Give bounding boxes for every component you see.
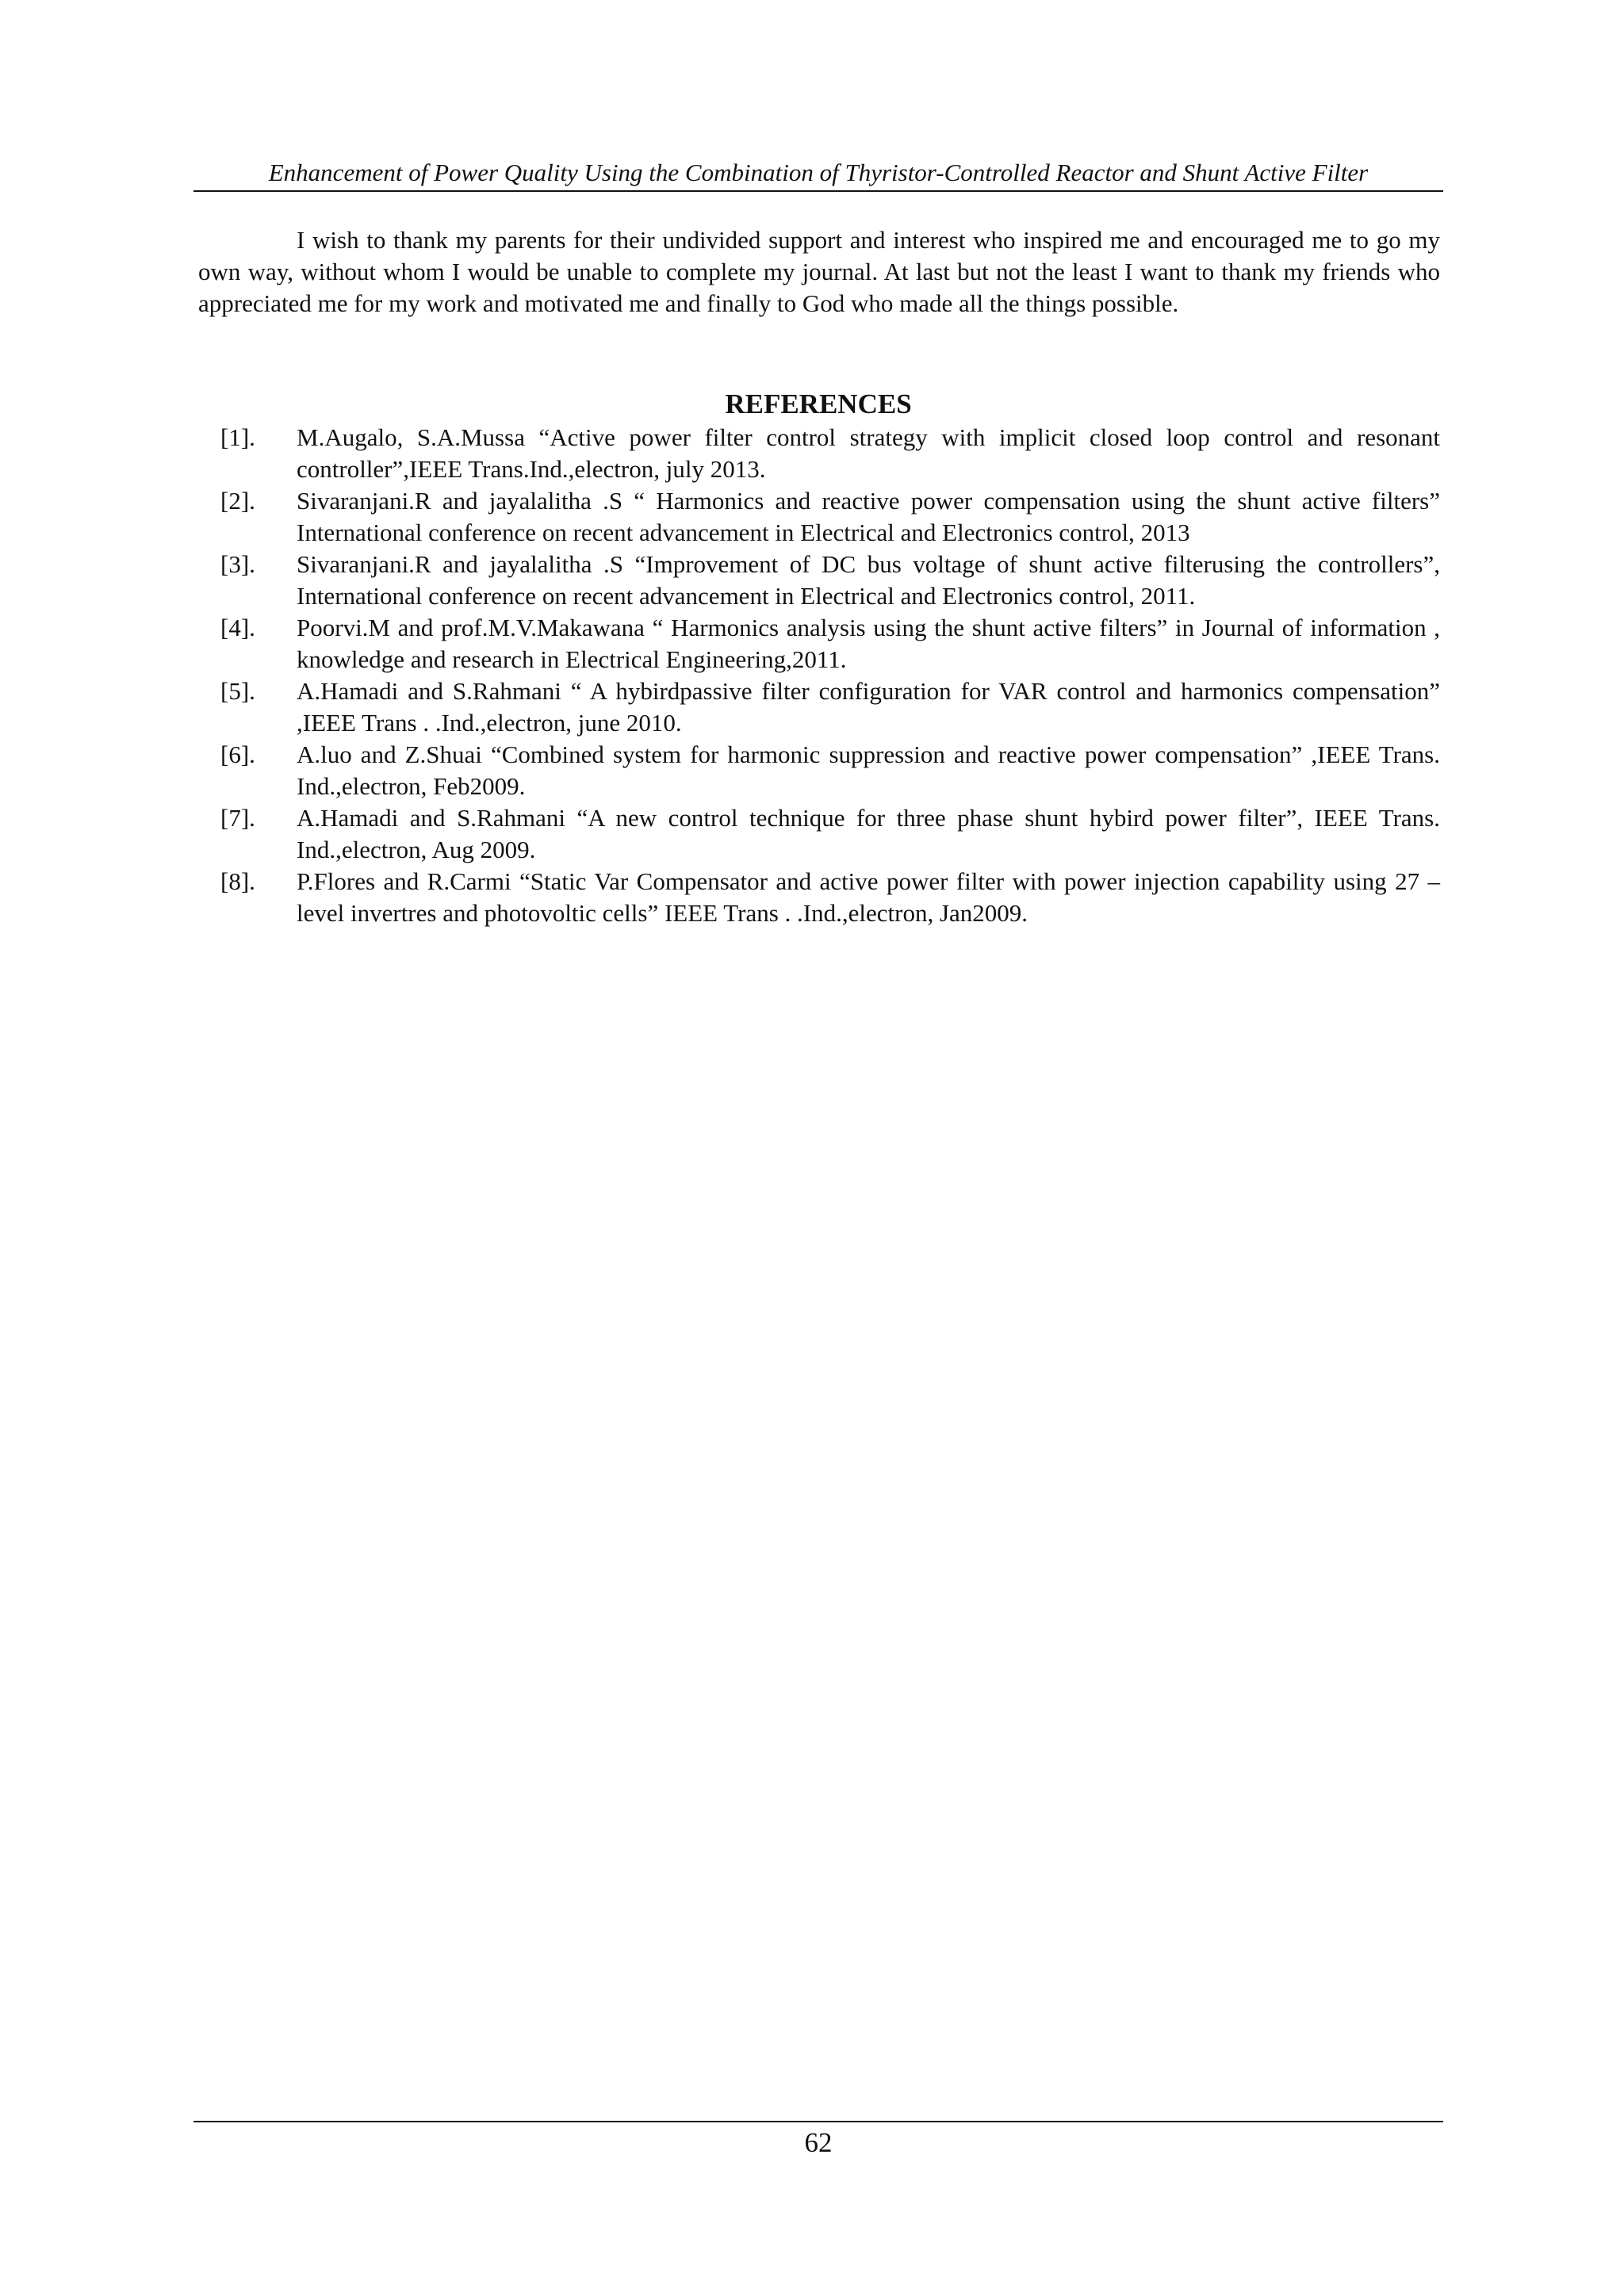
reference-text: A.luo and Z.Shuai “Combined system for harmonic suppression and reactive power compensation” ,IEEE Trans. Ind.,electron, Feb2009. <box>297 740 1440 800</box>
reference-number: [5]. <box>220 677 255 705</box>
reference-item-2 <box>220 485 1440 549</box>
reference-text: Sivaranjani.R and jayalalitha .S “Improvement of DC bus voltage of shunt active filterusing the controllers”, International conference on recent advancement in Electrical and Electronics control, 2011. <box>297 550 1440 610</box>
reference-text: A.Hamadi and S.Rahmani “A new control technique for three phase shunt hybird power filter”, IEEE Trans. Ind.,electron, Aug 2009. <box>297 804 1440 863</box>
reference-number: [2]. <box>220 487 255 515</box>
reference-text: P.Flores and R.Carmi “Static Var Compensator and active power filter with power injection capability using 27 –level invertres and photovoltic cells” IEEE Trans . .Ind.,electron, Jan2009. <box>297 867 1440 927</box>
references-heading: REFERENCES <box>725 388 912 419</box>
reference-item-8 <box>220 866 1440 929</box>
reference-list <box>220 422 1440 929</box>
reference-text: Sivaranjani.R and jayalalitha .S “ Harmonics and reactive power compensation using the shunt active filters” International conference on recent advancement in Electrical and Electronics control, 2013 <box>297 487 1440 546</box>
reference-number: [3]. <box>220 550 255 578</box>
reference-item-7 <box>220 802 1440 866</box>
reference-text: Poorvi.M and prof.M.V.Makawana “ Harmonics analysis using the shunt active filters” in Journal of information , knowledge and research in Electrical Engineering,2011. <box>297 614 1440 673</box>
running-header: Enhancement of Power Quality Using the Combination of Thyristor-Controlled Reactor and Shunt Active Filter <box>268 159 1369 186</box>
reference-number: [1]. <box>220 423 255 451</box>
reference-item-4 <box>220 612 1440 675</box>
reference-item-3 <box>220 549 1440 612</box>
header-rule <box>193 190 1443 192</box>
reference-number: [6]. <box>220 740 255 768</box>
reference-number: [8]. <box>220 867 255 895</box>
reference-text: A.Hamadi and S.Rahmani “ A hybirdpassive filter configuration for VAR control and harmonics compensation” ,IEEE Trans . .Ind.,electron, june 2010. <box>297 677 1440 737</box>
reference-text: M.Augalo, S.A.Mussa “Active power filter control strategy with implicit closed loop control and resonant controller”,IEEE Trans.Ind.,electron, july 2013. <box>297 423 1440 483</box>
reference-number: [4]. <box>220 614 255 641</box>
page-number: 62 <box>804 2127 833 2158</box>
reference-item-1 <box>220 422 1440 485</box>
reference-number: [7]. <box>220 804 255 832</box>
footer-rule <box>193 2121 1443 2122</box>
reference-item-6 <box>220 739 1440 802</box>
acknowledgement-paragraph: I wish to thank my parents for their undivided support and interest who inspired me and encouraged me to go my own way, without whom I would be unable to complete my journal. At last but not the least I want to thank my friends who appreciated me for my work and motivated me and finally to God who made all the things possible. <box>198 226 1440 317</box>
reference-item-5 <box>220 675 1440 739</box>
